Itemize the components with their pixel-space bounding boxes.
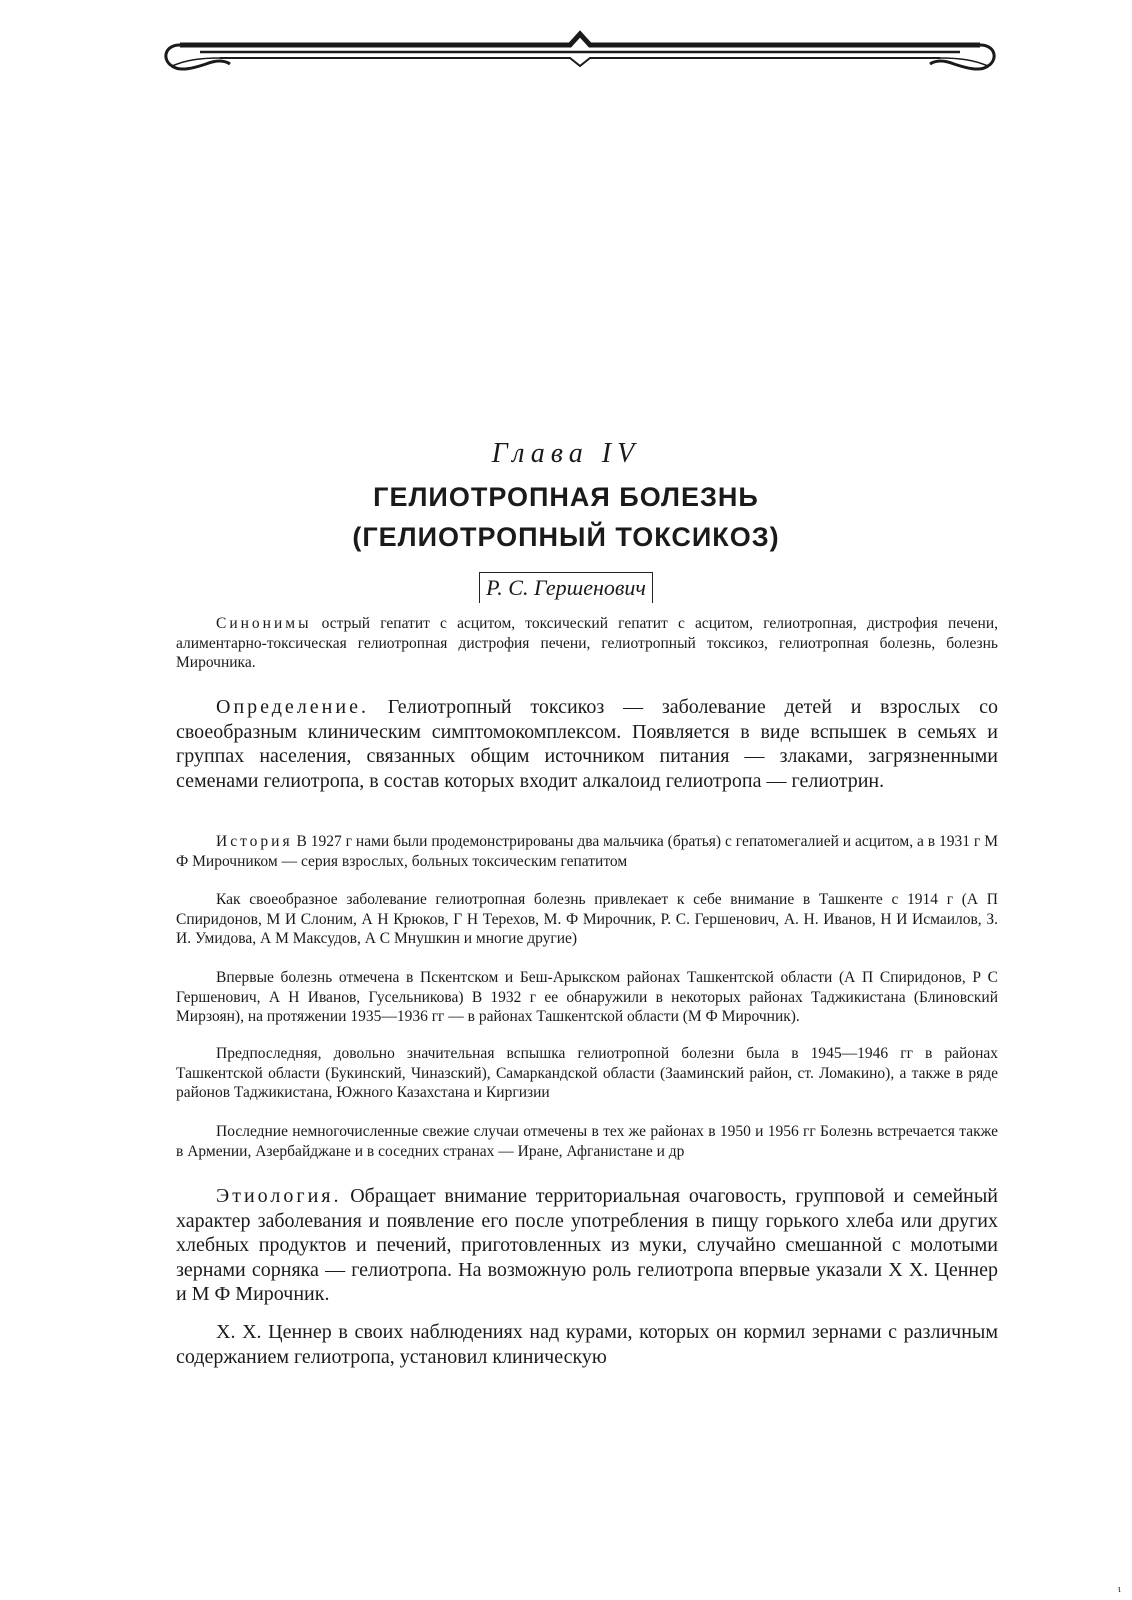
definition-label: Определение. — [216, 696, 369, 718]
zenner-paragraph: Х. Х. Ценнер в своих наблюдениях над курами, которых он кормил зернами с различным содержанием гелиотропа, установил клиническую — [176, 1321, 998, 1368]
synonyms-text: острый гепатит с асцитом, токсический гепатит с асцитом, гелиотропная, дистрофия печени, алиментарно-токсическая гелиотропная дистрофия печени, гелиотропный токсикоз, гелиотропная болезнь, болезнь Мирочника. — [176, 615, 998, 671]
definition-paragraph — [176, 695, 998, 793]
history-paragraph-1: Как своеобразное заболевание гелиотропная болезнь привлекает к себе внимание в Ташкенте с 1914 г (А П Спиридонов, М И Слоним, А Н Крюков, Г Н Терехов, М. Ф Мирочник, Р. С. Гершенович, А. Н. Иванов, Н И Исмаилов, З. И. Умидова, А М Максудов, А С Мнушкин и многие другие) — [176, 891, 998, 947]
decorative-ornament — [160, 30, 1000, 90]
chapter-label: Глава IV — [491, 438, 641, 469]
margin-mark: ι — [1118, 1584, 1121, 1595]
etiology-paragraph — [176, 1184, 998, 1307]
history-paragraph-3: Предпоследняя, довольно значительная вспышка гелиотропной болезни была в 1945—1946 гг в районах Ташкентской области (Букинский, Чиназский), Самаркандской области (Зааминский район, ст. Ломакино), а также в ряде районов Таджикистана, Южного Казахстана и Киргизии — [176, 1045, 998, 1101]
synonyms-label: Синонимы — [216, 615, 312, 632]
synonyms-paragraph — [176, 614, 998, 673]
author-name: Р. С. Гершенович — [479, 572, 653, 603]
etiology-text: Обращает внимание территориальная очаговость, групповой и семейный характер заболевания и появление его после употребления в пищу горького хлеба или других хлебных продуктов и печений, приготовленных из муки, случайно смешанной с молотыми зернами сорняка — гелиотропа. На возможную роль гелиотропа впервые указали Х Х. Ценнер и М Ф Мирочник. — [176, 1185, 998, 1305]
history-paragraph — [176, 832, 998, 871]
history-paragraph-2: Впервые болезнь отмечена в Пскентском и Беш-Арыкском районах Ташкентской области (А П Спиридонов, Р С Гершенович, А Н Иванов, Гусельникова) В 1932 г ее обнаружили в некоторых районах Таджикистана (Блиновский Мирзоян), на протяжении 1935—1936 гг — в районах Ташкентской области (М Ф Мирочник). — [176, 969, 998, 1025]
history-text: В 1927 г нами были продемонстрированы два мальчика (братья) с гепатомегалией и асцитом, а в 1931 г М Ф Мирочником — серия взрослых, больных токсическим гепатитом — [176, 833, 998, 870]
definition-text: Гелиотропный токсикоз — заболевание детей и взрослых со своеобразным клиническим симптомокомплексом. Появляется в виде вспышек в семьях и группах населения, связанных общим источником питания — злаками, загрязненными семенами гелиотропа, в состав которых входит алкалоид гелиотропа — гелиотрин. — [176, 696, 998, 792]
author-block — [0, 572, 1132, 603]
chapter-title: ГЕЛИОТРОПНАЯ БОЛЕЗНЬ — [373, 482, 759, 512]
etiology-label: Этиология. — [216, 1185, 342, 1207]
history-label: История — [216, 833, 293, 850]
chapter-subtitle: (ГЕЛИОТРОПНЫЙ ТОКСИКОЗ) — [352, 522, 780, 552]
history-paragraph-4: Последние немногочисленные свежие случаи отмечены в тех же районах в 1950 и 1956 гг Болезнь встречается также в Армении, Азербайджане и в соседних странах — Иране, Афганистане и др — [176, 1123, 998, 1160]
